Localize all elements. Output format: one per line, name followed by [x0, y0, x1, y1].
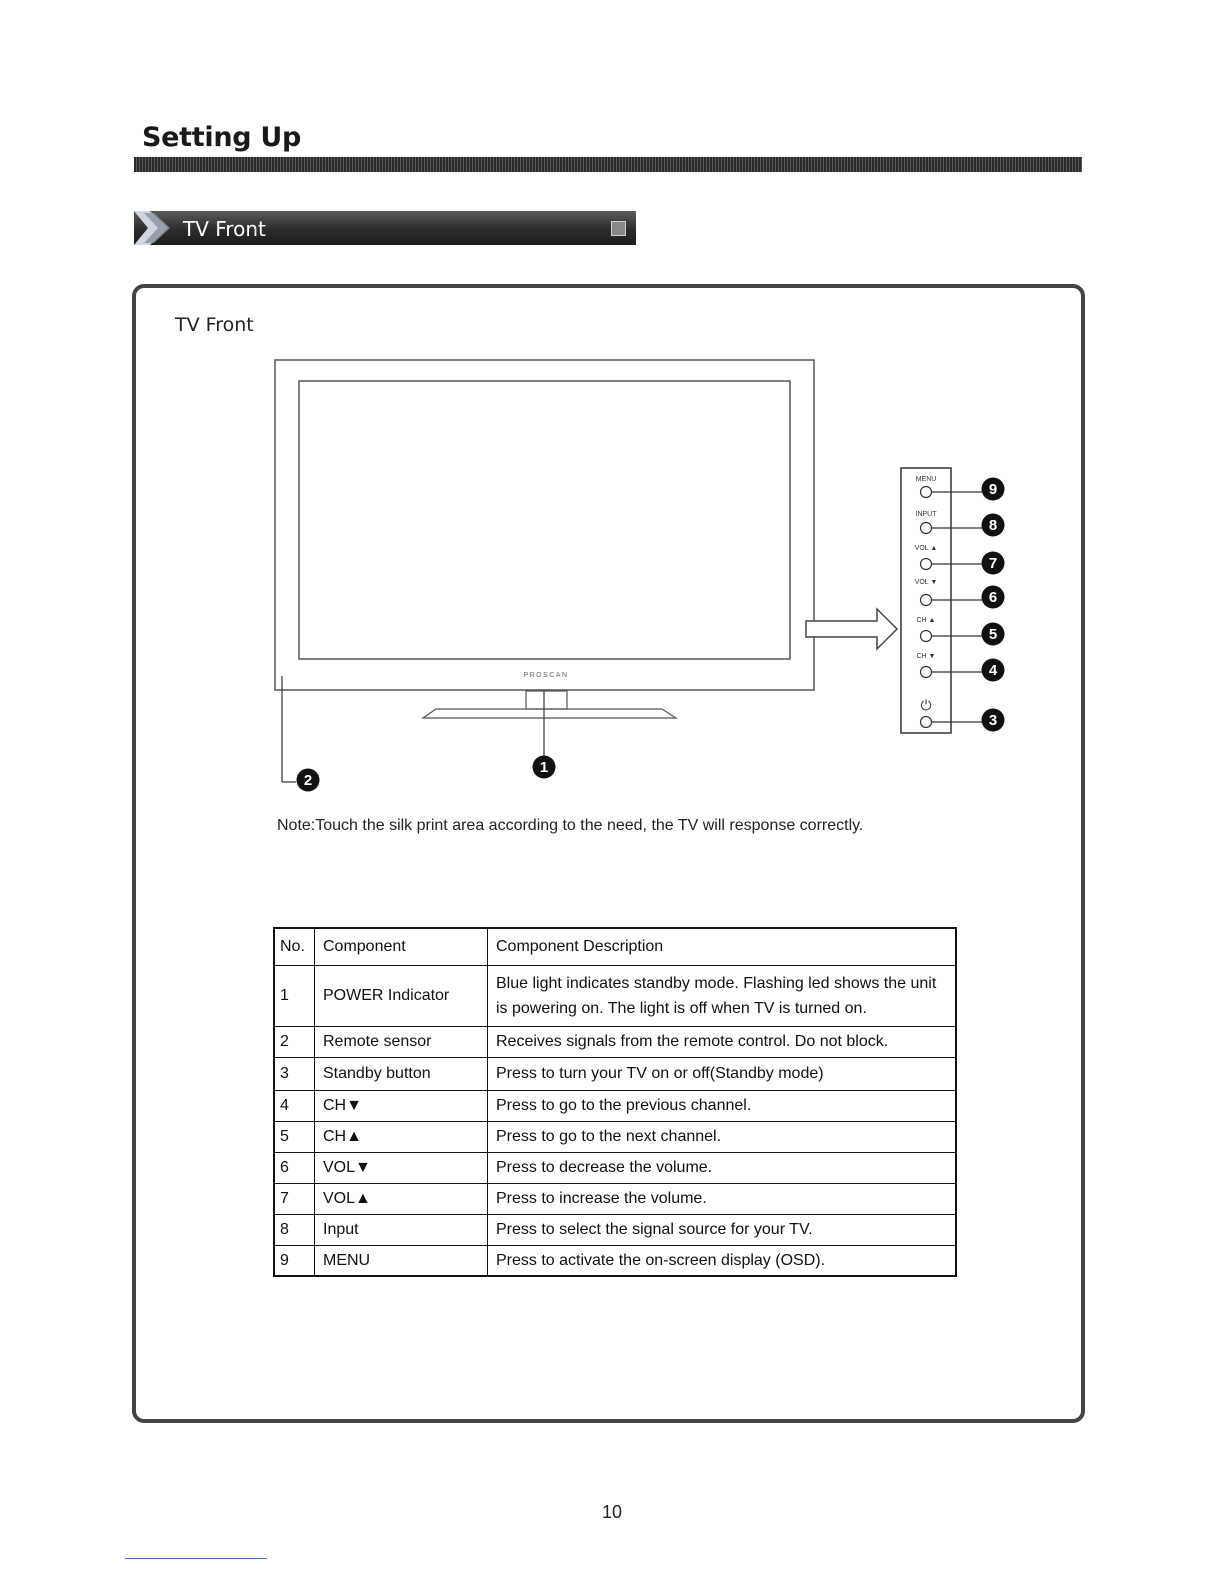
callout-4: 4 — [988, 662, 998, 679]
vol-up-button — [921, 559, 932, 570]
row-no: 4 — [274, 1090, 315, 1121]
arrow-to-panel — [806, 609, 897, 649]
table-row — [274, 1152, 956, 1183]
table-row — [274, 965, 956, 1026]
row-description: Blue light indicates standby mode. Flashing led shows the unit is powering on. The light is off when TV is turned on. — [488, 965, 957, 1026]
panel-label-menu: MENU — [915, 476, 937, 483]
header-no: No. — [274, 928, 315, 965]
row-component: VOL▲ — [315, 1183, 488, 1214]
callout-6: 6 — [988, 589, 998, 606]
panel-label-ch-down: CH ▼ — [916, 653, 936, 660]
section-label: TV Front — [183, 217, 266, 241]
panel-label-vol-up: VOL ▲ — [914, 545, 938, 552]
row-description: Press to select the signal source for your TV. — [488, 1214, 957, 1245]
table-row — [274, 1026, 956, 1057]
callout-5: 5 — [988, 626, 998, 643]
components-table — [273, 927, 957, 1277]
row-component: Remote sensor — [315, 1026, 488, 1057]
power-icon: ⏻ — [920, 697, 932, 713]
callout-7: 7 — [988, 555, 998, 572]
row-description: Press to go to the next channel. — [488, 1121, 957, 1152]
row-no: 8 — [274, 1214, 315, 1245]
header-component: Component — [315, 928, 488, 965]
ch-up-button — [921, 631, 932, 642]
row-no: 7 — [274, 1183, 315, 1214]
row-no: 6 — [274, 1152, 315, 1183]
tv-neck — [526, 691, 567, 709]
row-component: MENU — [315, 1245, 488, 1276]
row-component: POWER Indicator — [315, 965, 488, 1026]
header-description: Component Description — [488, 928, 957, 965]
callout-2: 2 — [303, 772, 313, 789]
row-description: Press to activate the on-screen display (OSD). — [488, 1245, 957, 1276]
tv-brand: PROSCAN — [523, 672, 569, 679]
row-component: Input — [315, 1214, 488, 1245]
tv-base — [423, 709, 676, 718]
callout-9: 9 — [988, 481, 998, 498]
input-button — [921, 523, 932, 534]
row-description: Press to increase the volume. — [488, 1183, 957, 1214]
page-number: 10 — [601, 1502, 623, 1522]
row-no: 2 — [274, 1026, 315, 1057]
row-description: Press to go to the previous channel. — [488, 1090, 957, 1121]
row-component: CH▼ — [315, 1090, 488, 1121]
figure-title: TV Front — [175, 314, 254, 336]
panel-label-ch-up: CH ▲ — [916, 617, 936, 624]
footer-line — [125, 1558, 267, 1559]
menu-button — [921, 487, 932, 498]
callout-3: 3 — [988, 712, 998, 729]
page-title: Setting Up — [142, 122, 302, 153]
row-no: 9 — [274, 1245, 315, 1276]
panel-label-vol-down: VOL ▼ — [914, 579, 938, 586]
table-row — [274, 1121, 956, 1152]
tv-bezel — [275, 360, 814, 690]
table-row — [274, 1183, 956, 1214]
row-component: CH▲ — [315, 1121, 488, 1152]
row-description: Receives signals from the remote control. Do not block. — [488, 1026, 957, 1057]
tv-screen — [299, 381, 790, 659]
callout-1: 1 — [539, 759, 549, 776]
table-header-row — [274, 928, 956, 965]
standby-button — [921, 717, 932, 728]
table-row — [274, 1057, 956, 1090]
row-component: Standby button — [315, 1057, 488, 1090]
row-no: 5 — [274, 1121, 315, 1152]
row-no: 3 — [274, 1057, 315, 1090]
ch-down-button — [921, 667, 932, 678]
row-component: VOL▼ — [315, 1152, 488, 1183]
panel-label-input: INPUT — [915, 511, 937, 518]
row-no: 1 — [274, 965, 315, 1026]
table-row — [274, 1090, 956, 1121]
callout-8: 8 — [988, 517, 998, 534]
note-text: Note:Touch the silk print area according to the need, the TV will response correctly. — [277, 817, 864, 834]
vol-down-button — [921, 595, 932, 606]
row-description: Press to decrease the volume. — [488, 1152, 957, 1183]
table-row — [274, 1214, 956, 1245]
table-row — [274, 1245, 956, 1276]
row-description: Press to turn your TV on or off(Standby mode) — [488, 1057, 957, 1090]
